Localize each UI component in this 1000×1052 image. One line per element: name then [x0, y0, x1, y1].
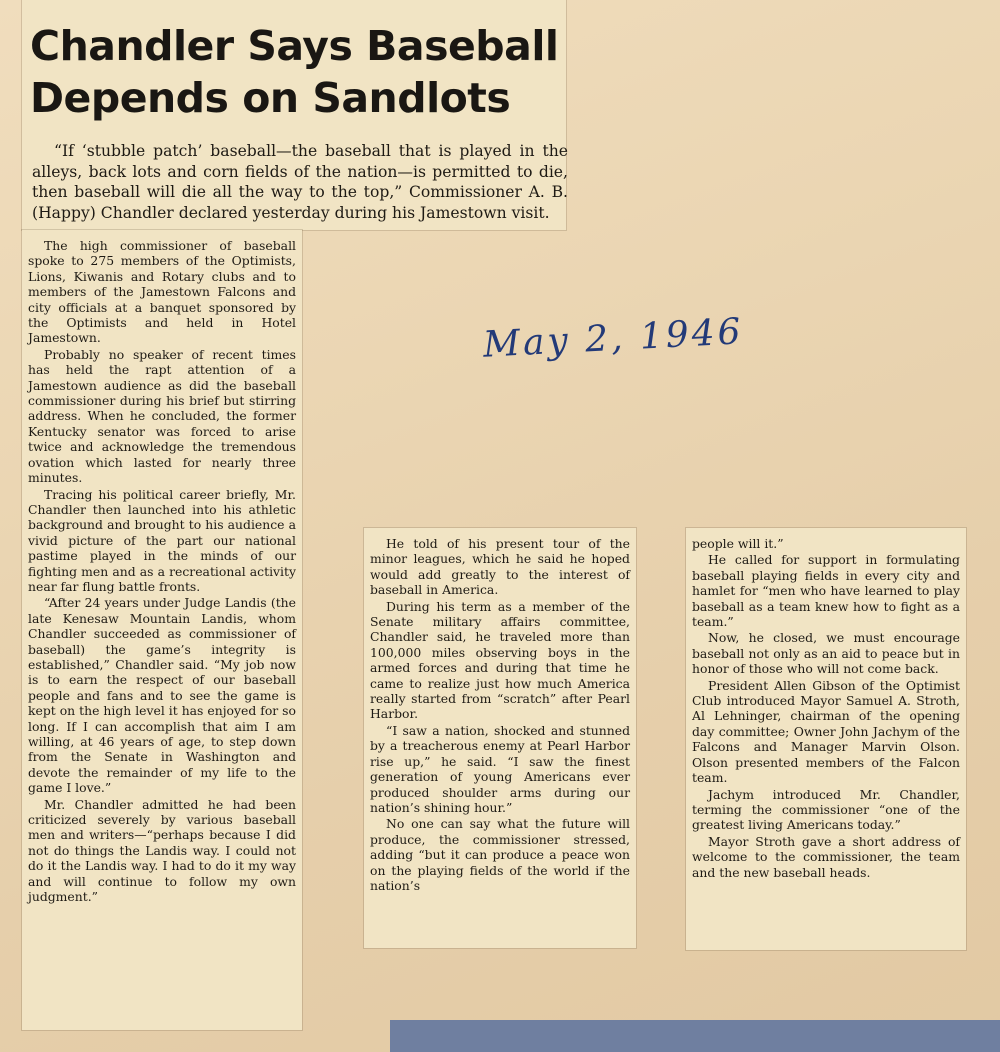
column-1: [28, 238, 296, 905]
headline-clipping: [22, 0, 566, 230]
column-3-paragraph: He called for support in formulating baseball playing fields in every city and hamlet for “men who have learned to play baseball as a team knew how to fight as a team.”: [692, 552, 960, 630]
column-1-paragraph: The high commissioner of baseball spoke to 275 members of the Optimists, Lions, Kiwanis and Rotary clubs and to members of the Jamestown Falcons and city officials at a banquet sponsored by the Optimists and held in Hotel Jamestown.: [28, 238, 296, 346]
background-strip: [390, 1020, 1000, 1052]
column-3-clipping: [686, 528, 966, 950]
column-3: [692, 536, 960, 881]
column-3-paragraph: Mayor Stroth gave a short address of welcome to the commissioner, the team and the new baseball heads.: [692, 833, 960, 880]
column-2: [370, 536, 630, 894]
column-1-paragraph: “After 24 years under Judge Landis (the late Kenesaw Mountain Landis, whom Chandler succeeded as commissioner of baseball) the game’s integrity is established,” Chandler said. “My job now is to earn the respect of our baseball people and fans and to see the game is kept on the high level it has enjoyed for so long. If I can accomplish that aim I am willing, at 46 years of age, to step down from the Senate in Washington and devote the remainder of my life to the game I love.”: [28, 595, 296, 796]
column-1-clipping: [22, 230, 302, 1030]
column-3-paragraph: Now, he closed, we must encourage baseball not only as an aid to peace but in honor of those who will not come back.: [692, 630, 960, 677]
column-2-paragraph: He told of his present tour of the minor leagues, which he said he hoped would add greatly to the interest of baseball in America.: [370, 536, 630, 598]
column-2-clipping: [364, 528, 636, 948]
column-3-continuation: people will it.”: [692, 536, 784, 551]
column-1-paragraph: Probably no speaker of recent times has held the rapt attention of a Jamestown audience as did the baseball commissioner during his brief but stirring address. When he concluded, the former Kentucky senator was forced to arise twice and acknowledge the tremendous ovation which lasted for nearly three minutes.: [28, 346, 296, 486]
lead-text: “If ‘stubble patch’ baseball—the baseball that is played in the alleys, back lots and corn fields of the nation—is permitted to die, then baseball will die all the way to the top,” Commissioner A. B. (Happy) Chandler declared yesterday during his Jamestown visit.: [32, 142, 568, 222]
column-2-paragraph: No one can say what the future will produce, the commissioner stressed, adding “but it can produce a peace won on the playing fields of the world if the nation’s: [370, 816, 630, 893]
column-2-paragraph: During his term as a member of the Senate military affairs committee, Chandler said, he traveled more than 100,000 miles observing boys in the armed forces and during that time he came to realize just how much America really started from “scratch” after Pearl Harbor.: [370, 598, 630, 722]
column-1-paragraph: Tracing his political career briefly, Mr. Chandler then launched into his athletic background and brought to his audience a vivid picture of the part our national pastime played in the minds of our fighting men and as a recreational activity near far flung battle fronts.: [28, 486, 296, 594]
headline-line-2: Depends on Sandlots: [30, 74, 511, 122]
column-3-paragraph: President Allen Gibson of the Optimist Club introduced Mayor Samuel A. Stroth, Al Lehninger, chairman of the opening day committee; Owner John Jachym of the Falcons and Manager Marvin Olson. Olson presented members of the Falcon team.: [692, 677, 960, 786]
headline: [30, 20, 560, 124]
column-1-paragraph: Mr. Chandler admitted he had been criticized severely by various baseball men and writers—“perhaps because I did not do things the Landis way. I could not do it the Landis way. I had to do it my way and will continue to follow my own judgment.”: [28, 796, 296, 905]
headline-line-1: Chandler Says Baseball: [30, 22, 559, 70]
column-3-paragraph: Jachym introduced Mr. Chandler, terming the commissioner “one of the greatest living Americans today.”: [692, 786, 960, 833]
column-2-paragraph: “I saw a nation, shocked and stunned by a treacherous enemy at Pearl Harbor rise up,” he said. “I saw the finest generation of young Americans ever produced shoulder arms during our nation’s shining hour.”: [370, 722, 630, 815]
lead-paragraph: [32, 141, 568, 223]
handwritten-date: May 2, 1946: [482, 311, 745, 366]
